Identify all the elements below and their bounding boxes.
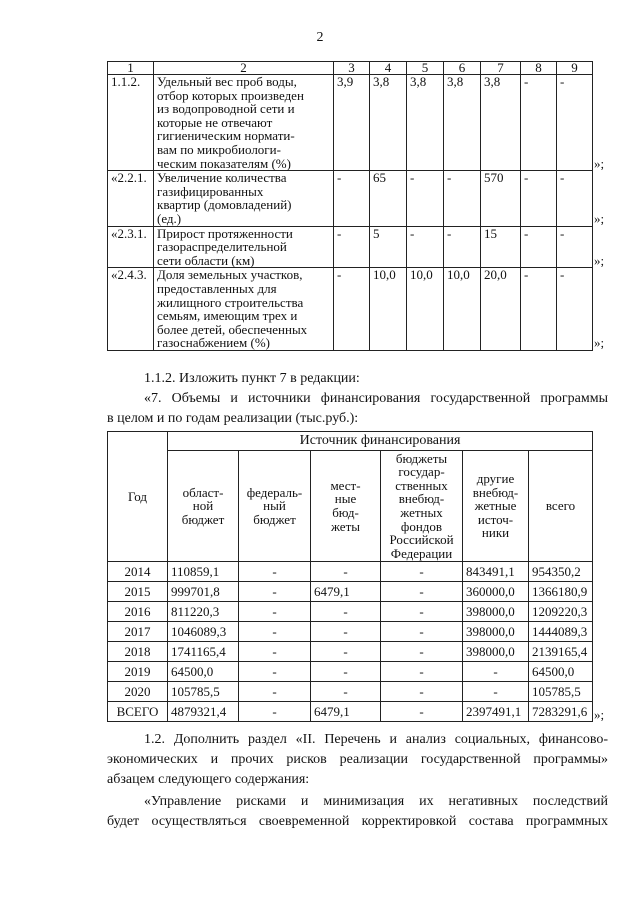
financing-year: 2015 (108, 582, 168, 602)
financing-year: 2014 (108, 562, 168, 582)
source-column-header (168, 451, 239, 562)
source-column-header-line: бюджет (181, 511, 225, 527)
financing-table-body (108, 432, 593, 722)
indicators-row (108, 268, 593, 351)
indicators-header-cell: 2 (154, 62, 334, 75)
financing-value: - (311, 562, 381, 582)
financing-value: 2139165,4 (529, 642, 593, 662)
indicator-description-line: более детей, обеспеченных (157, 321, 308, 337)
source-column-header-line: област- (182, 484, 224, 500)
indicator-value: 20,0 (481, 268, 521, 351)
indicator-description-line: газораспределительной (157, 239, 287, 255)
financing-value: 360000,0 (463, 582, 529, 602)
indicator-description (154, 226, 334, 268)
financing-value: 398000,0 (463, 642, 529, 662)
financing-value: - (463, 662, 529, 682)
financing-value: 6479,1 (311, 582, 381, 602)
financing-value: 2397491,1 (463, 702, 529, 722)
indicator-value: - (444, 171, 481, 226)
financing-value: 1741165,4 (168, 642, 239, 662)
source-column-header-line: ники (481, 525, 510, 541)
financing-value: - (463, 682, 529, 702)
financing-value: - (239, 562, 311, 582)
indicator-description (154, 171, 334, 226)
financing-value: 7283291,6 (529, 702, 593, 722)
source-group-header: Источник финансирования (168, 432, 593, 451)
financing-value: - (381, 662, 463, 682)
indicator-code: «2.4.3. (108, 268, 154, 351)
financing-value: 398000,0 (463, 602, 529, 622)
source-column-header-line: бюджет (253, 511, 296, 527)
indicators-header-cell: 1 (108, 62, 154, 75)
source-column-header (463, 451, 529, 562)
para-1-1-2: 1.1.2. Изложить пункт 7 в редакции: (144, 371, 360, 386)
financing-value: 1046089,3 (168, 622, 239, 642)
para-risk-line-1: «Управление рисками и минимизация их негативных последствий (144, 794, 608, 809)
indicator-value: - (557, 171, 593, 226)
indicator-value: 3,8 (407, 75, 444, 171)
indicators-header-cell: 7 (481, 62, 521, 75)
source-column-header-line: бюд- (332, 505, 359, 520)
indicator-description-line: сети области (км) (157, 252, 255, 268)
indicator-description-line: гигиеническим нормати- (157, 128, 295, 144)
indicator-value: - (521, 226, 557, 268)
indicator-description-line: ческим показателям (%) (157, 155, 291, 171)
page-number: 2 (316, 30, 324, 45)
indicators-header-cell: 6 (444, 62, 481, 75)
indicator-description-line: предоставленных для (157, 280, 277, 296)
financing-value: 64500,0 (529, 662, 593, 682)
financing-row (108, 682, 593, 702)
financing-value: - (381, 622, 463, 642)
indicator-description (154, 268, 334, 351)
indicator-description-line: газифицированных (157, 183, 264, 199)
financing-year: ВСЕГО (108, 702, 168, 722)
financing-value: 811220,3 (168, 602, 239, 622)
financing-value: 110859,1 (168, 562, 239, 582)
row-closing-quote: »; (594, 211, 605, 227)
indicator-code: «2.2.1. (108, 171, 154, 226)
financing-value: - (311, 602, 381, 622)
indicator-description-line: газоснабжением (%) (157, 335, 271, 351)
indicator-value: - (334, 171, 370, 226)
source-column-header-line: ственных (395, 477, 448, 493)
financing-value: 1209220,3 (529, 602, 593, 622)
financing-row (108, 662, 593, 682)
financing-row (108, 602, 593, 622)
indicator-value: 10,0 (370, 268, 407, 351)
indicator-code: 1.1.2. (108, 75, 154, 171)
para-7-line-1: «7. Объемы и источники финансирования государственной программы (144, 391, 608, 406)
indicator-description-line: из водопроводной сети и (157, 101, 295, 117)
financing-value: 1444089,3 (529, 622, 593, 642)
indicator-value: - (521, 171, 557, 226)
indicator-description-line: Увеличение количества (157, 170, 287, 186)
indicator-description-line: Удельный вес проб воды, (157, 74, 297, 89)
financing-row (108, 642, 593, 662)
source-column-header-line: бюджеты (395, 450, 448, 466)
financing-year: 2016 (108, 602, 168, 622)
indicator-code: «2.3.1. (108, 226, 154, 268)
indicator-value: - (521, 75, 557, 171)
source-column-header (311, 451, 381, 562)
indicator-value: - (407, 171, 444, 226)
indicators-row (108, 226, 593, 268)
indicator-value: - (557, 226, 593, 268)
indicators-header-cell: 5 (407, 62, 444, 75)
source-column-header-line: внебюд- (472, 484, 519, 500)
para-7-line-2: в целом и по годам реализации (тыс.руб.): (107, 411, 359, 426)
financing-value: - (381, 602, 463, 622)
source-column-header-line: государ- (398, 464, 445, 480)
indicator-value: 5 (370, 226, 407, 268)
source-column-header-line: другие (476, 471, 515, 487)
indicator-description-line: Прирост протяженности (157, 225, 293, 241)
table-closing-quote: »; (594, 706, 605, 722)
indicators-header-cell: 4 (370, 62, 407, 75)
financing-year: 2017 (108, 622, 168, 642)
row-closing-quote: »; (594, 252, 605, 268)
source-column-header-line: мест- (330, 477, 361, 493)
indicator-value: 3,9 (334, 75, 370, 171)
financing-value: 105785,5 (529, 682, 593, 702)
source-column-header-line: фондов (400, 518, 443, 534)
indicator-description-line: жилищного строительства (157, 294, 304, 310)
source-column-header-line: Федерации (390, 545, 453, 561)
source-column-header-line: жеты (331, 518, 360, 534)
source-column-header (529, 451, 593, 562)
indicator-description-line: (ед.) (157, 210, 182, 226)
indicators-table-body (108, 62, 593, 351)
financing-value: - (311, 682, 381, 702)
indicator-description (154, 75, 334, 171)
indicator-value: 570 (481, 171, 521, 226)
financing-value: 1366180,9 (529, 582, 593, 602)
para-1-2-line-1: 1.2. Дополнить раздел «II. Перечень и анализ социальных, финансово- (144, 732, 608, 747)
financing-value: - (239, 702, 311, 722)
indicator-value: 65 (370, 171, 407, 226)
indicator-description-line: квартир (домовладений) (157, 197, 292, 213)
financing-value: - (239, 642, 311, 662)
indicator-description-line: которые не отвечают (157, 114, 273, 130)
indicators-row (108, 171, 593, 226)
para-1-2-line-3: абзацем следующего содержания: (107, 772, 310, 787)
financing-value: - (311, 642, 381, 662)
financing-header-row (108, 432, 593, 451)
indicator-value: - (334, 268, 370, 351)
para-risk-line-2: будет осуществляться своевременной корректировкой состава программных (107, 814, 608, 829)
row-closing-quote: »; (594, 335, 605, 351)
financing-value: 398000,0 (463, 622, 529, 642)
financing-value: - (239, 582, 311, 602)
indicator-value: - (521, 268, 557, 351)
financing-value: - (239, 682, 311, 702)
financing-value: - (311, 662, 381, 682)
indicator-description-line: вам по микробиологи- (157, 141, 281, 157)
indicator-value: - (557, 75, 593, 171)
source-column-header-line: жетные (474, 498, 517, 514)
financing-value: 843491,1 (463, 562, 529, 582)
indicator-value: - (557, 268, 593, 351)
financing-year: 2019 (108, 662, 168, 682)
financing-value: 64500,0 (168, 662, 239, 682)
financing-value: 6479,1 (311, 702, 381, 722)
financing-value: - (381, 642, 463, 662)
financing-row (108, 582, 593, 602)
source-column-header-line: ные (334, 491, 357, 507)
indicators-row (108, 75, 593, 171)
indicator-value: 10,0 (407, 268, 444, 351)
indicator-description-line: Доля земельных участков, (157, 267, 303, 283)
indicator-value: 10,0 (444, 268, 481, 351)
source-column-header-line: всего (545, 498, 576, 514)
financing-value: - (381, 582, 463, 602)
financing-value: - (381, 562, 463, 582)
source-column-header-line: ной (192, 498, 214, 514)
financing-subheader-row (108, 451, 593, 562)
financing-value: - (381, 702, 463, 722)
indicator-description-line: семьям, имеющим трех и (157, 308, 298, 324)
indicators-header-row (108, 62, 593, 75)
financing-value: - (311, 622, 381, 642)
indicator-value: - (444, 226, 481, 268)
source-column-header-line: федераль- (246, 484, 303, 500)
para-1-2-line-2: экономических и прочих рисков реализации государственной программы» (107, 752, 608, 767)
indicator-value: - (407, 226, 444, 268)
indicator-description-line: отбор которых произведен (157, 87, 304, 103)
indicators-header-cell: 9 (557, 62, 593, 75)
financing-value: - (239, 602, 311, 622)
indicators-table (107, 61, 593, 351)
year-column-header: Год (108, 432, 168, 562)
indicator-value: 3,8 (481, 75, 521, 171)
source-column-header-line: Российской (389, 532, 454, 548)
source-column-header (381, 451, 463, 562)
source-column-header-line: источ- (477, 511, 514, 527)
indicator-value: - (334, 226, 370, 268)
indicator-value: 15 (481, 226, 521, 268)
source-column-header-line: ный (263, 498, 286, 514)
financing-value: - (239, 662, 311, 682)
financing-table (107, 431, 593, 722)
financing-row (108, 622, 593, 642)
row-closing-quote: »; (594, 155, 605, 171)
financing-year: 2018 (108, 642, 168, 662)
financing-value: 999701,8 (168, 582, 239, 602)
financing-value: 4879321,4 (168, 702, 239, 722)
indicator-value: 3,8 (444, 75, 481, 171)
financing-year: 2020 (108, 682, 168, 702)
financing-row (108, 562, 593, 582)
financing-value: 105785,5 (168, 682, 239, 702)
financing-value: - (239, 622, 311, 642)
financing-value: 954350,2 (529, 562, 593, 582)
indicators-header-cell: 8 (521, 62, 557, 75)
source-column-header-line: жетных (400, 505, 443, 520)
financing-row (108, 702, 593, 722)
indicator-value: 3,8 (370, 75, 407, 171)
source-column-header-line: внебюд- (398, 491, 445, 507)
indicators-header-cell: 3 (334, 62, 370, 75)
financing-value: - (381, 682, 463, 702)
source-column-header (239, 451, 311, 562)
